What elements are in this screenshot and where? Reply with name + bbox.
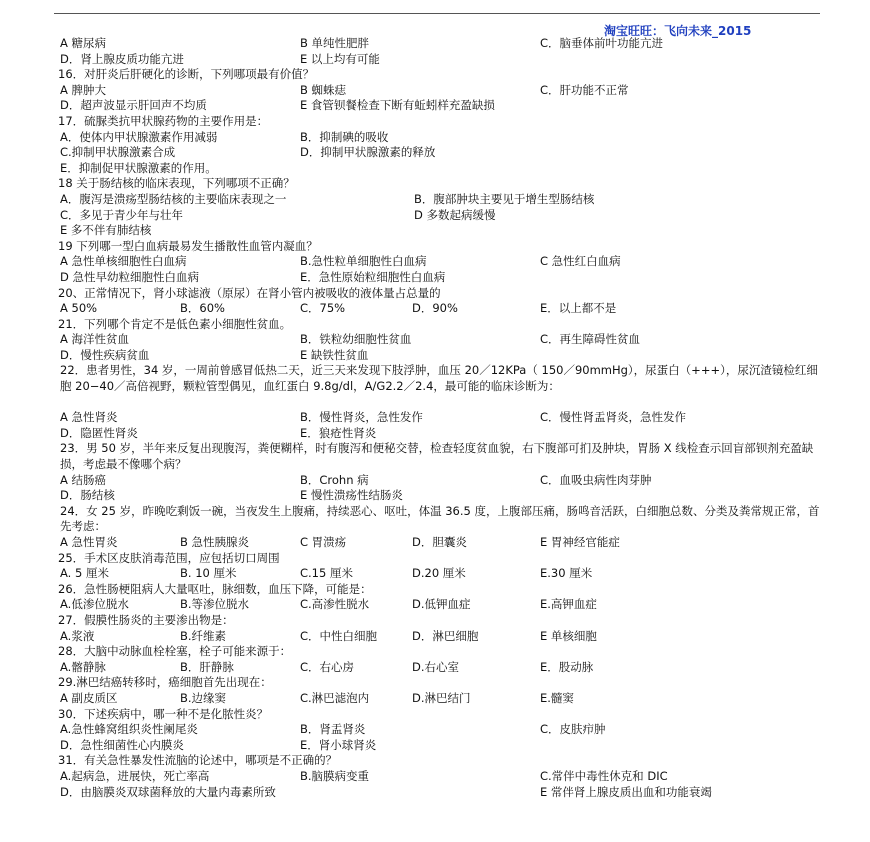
question-text: 30．下述疾病中，哪一种不是化脓性炎？: [58, 706, 269, 721]
option: C.常伴中毒性休克和 DIC: [540, 768, 668, 783]
option: C．血吸虫病性肉芽肿: [540, 472, 652, 487]
option: B.边缘窦: [180, 690, 227, 705]
options-line: [60, 254, 822, 270]
option: E．股动脉: [540, 659, 594, 674]
option: B．抑制碘的吸收: [300, 129, 389, 144]
option: C 胃溃疡: [300, 535, 347, 550]
option: A.急性蜂窝组织炎性阑尾炎: [60, 722, 198, 737]
question-text: 27．假膜性肠炎的主要渗出物是：: [58, 612, 234, 627]
options-line: [60, 130, 822, 146]
options-line: [60, 597, 822, 613]
option: D．超声波显示肝回声不均质: [60, 98, 207, 113]
option: B.脑膜病变重: [300, 768, 370, 783]
option: B．慢性肾炎，急性发作: [300, 410, 423, 425]
option: C 急性红白血病: [540, 254, 621, 269]
option: C．中性白细胞: [300, 628, 378, 643]
option: A．腹泻是溃疡型肠结核的主要临床表现之一: [60, 191, 287, 206]
question-line: [60, 551, 822, 567]
question-line: [60, 176, 822, 192]
options-line: [60, 223, 822, 239]
option: A.起病急，进展快，死亡率高: [60, 768, 210, 783]
option: D 急性早幼粒细胞性白血病: [60, 269, 200, 284]
options-line: [60, 535, 822, 551]
exam-document: [60, 36, 822, 800]
option: D．抑制甲状腺激素的释放: [300, 145, 436, 160]
option: D．肾上腺皮质功能亢进: [60, 51, 184, 66]
option: A 糖尿病: [60, 36, 107, 50]
option: A 急性肾炎: [60, 410, 118, 425]
question-line: [60, 286, 822, 302]
option: A 50%: [60, 301, 98, 316]
question-text: 31．有关急性暴发性流脑的论述中，哪项是不正确的？: [58, 753, 338, 768]
option: D．90%: [412, 301, 458, 316]
question-text: 19 下列哪一型白血病最易发生播散性血管内凝血？: [58, 238, 318, 253]
option: E 缺铁性贫血: [300, 347, 369, 362]
question-line: [60, 582, 822, 598]
option: A 急性单核细胞性白血病: [60, 254, 187, 269]
option: D．淋巴细胞: [412, 628, 479, 643]
option: E．肾小球肾炎: [300, 737, 377, 752]
options-line: [60, 488, 822, 504]
options-line: [60, 566, 822, 582]
options-line: [60, 348, 822, 364]
question-line: [60, 239, 822, 255]
options-line: [60, 270, 822, 286]
question-stem: 23．男 50 岁，半年来反复出现腹泻，粪便糊样，时有腹泻和便秘交替，检查轻度贫血貌，右下腹部可扪及肿块，胃肠 X 线检查示回盲部钡剂充盈缺损，考虑最不像哪个病？: [60, 441, 814, 472]
question-stem: 24．女 25 岁，昨晚吃剩饭一碗，当夜发生上腹痛，持续恶心、呕吐，体温 36.5 度，上腹部压痛，肠鸣音活跃，白细胞总数、分类及粪常规正常，首先考虑：: [60, 503, 820, 534]
option: A．使体内甲状腺激素作用减弱: [60, 129, 218, 144]
question-text: 25．手术区皮肤消毒范围，应包括切口周围: [58, 550, 280, 565]
question-text: 21．下列哪个肯定不是低色素小细胞性贫血。: [58, 316, 292, 331]
option: C．再生障碍性贫血: [540, 332, 641, 347]
option: A 脾肿大: [60, 82, 107, 97]
option: E 常伴肾上腺皮质出血和功能衰竭: [540, 784, 712, 799]
question-line: [60, 753, 822, 769]
question-text: 26．急性肠梗阻病人大量呕吐，脉细数，血压下降，可能是：: [58, 581, 372, 596]
option: D．由脑膜炎双球菌释放的大量内毒素所致: [60, 784, 276, 799]
option: A 海洋性贫血: [60, 332, 130, 347]
option: D．急性细菌性心内膜炎: [60, 737, 184, 752]
option: B．肝静脉: [180, 659, 234, 674]
option: A 结肠癌: [60, 472, 107, 487]
question-text: 18 关于肠结核的临床表现，下列哪项不正确？: [58, 176, 295, 191]
option: D.淋巴结门: [412, 690, 471, 705]
option: B.纤维素: [180, 628, 227, 643]
options-line: [60, 410, 822, 426]
option: D.右心室: [412, 659, 460, 674]
question-line: [60, 317, 822, 333]
option: D 多数起病缓慢: [414, 207, 496, 222]
option: B 单纯性肥胖: [300, 36, 370, 50]
option: A.低渗位脱水: [60, 597, 129, 612]
option: C.15 厘米: [300, 566, 353, 581]
option: C．脑垂体前叶功能亢进: [540, 36, 664, 50]
option: E.30 厘米: [540, 566, 593, 581]
options-line: [60, 161, 822, 177]
option: C．肝功能不正常: [540, 82, 629, 97]
question-line: [60, 613, 822, 629]
option: B．60%: [180, 301, 225, 316]
option: C．皮肤疖肿: [540, 722, 606, 737]
option: A.髂静脉: [60, 659, 106, 674]
option: E 胃神经官能症: [540, 535, 620, 550]
options-line: [60, 145, 822, 161]
option: B.急性粒单细胞性白血病: [300, 254, 427, 269]
option: C.抑制甲状腺激素合成: [60, 145, 176, 160]
option: E．急性原始粒细胞性白血病: [300, 269, 446, 284]
question-text: 28．大脑中动脉血栓栓塞，栓子可能来源于：: [58, 644, 292, 659]
question-text: 17．硫脲类抗甲状腺药物的主要作用是：: [58, 113, 269, 128]
options-line: [60, 192, 822, 208]
option: D.20 厘米: [412, 566, 466, 581]
options-line: [60, 722, 822, 738]
question-text: 20、正常情况下，肾小球滤液（原尿）在肾小管内被吸收的液体量占总量的: [58, 285, 441, 300]
question-text: 16．对肝炎后肝硬化的诊断，下列哪项最有价值？: [58, 67, 315, 82]
watermark-text: 淘宝旺旺：飞向未来_2015: [604, 24, 752, 38]
option: C.高渗性脱水: [300, 597, 370, 612]
option: C.淋巴滤泡内: [300, 690, 370, 705]
question-line: [60, 707, 822, 723]
option: E．抑制促甲状腺激素的作用。: [60, 160, 217, 175]
top-rule: [54, 13, 820, 14]
options-line: [60, 98, 822, 114]
option: E 慢性溃疡性结肠炎: [300, 488, 403, 503]
option: E.髓窦: [540, 690, 574, 705]
options-line: [60, 473, 822, 489]
options-line: [60, 83, 822, 99]
options-line: [60, 660, 822, 676]
option: B 急性胰腺炎: [180, 535, 250, 550]
option: E．以上都不是: [540, 301, 617, 316]
option: D．肠结核: [60, 488, 115, 503]
option: C．慢性肾盂肾炎，急性发作: [540, 410, 687, 425]
option: B．Crohn 病: [300, 472, 369, 487]
options-line: [60, 208, 822, 224]
option: E 多不伴有肺结核: [60, 223, 152, 238]
option: D．胆囊炎: [412, 535, 467, 550]
options-line: [60, 36, 822, 52]
option: E．狼疮性肾炎: [300, 425, 377, 440]
question-text: 29.淋巴结癌转移时，癌细胞首先出现在：: [58, 675, 272, 690]
options-line: [60, 629, 822, 645]
option: A. 5 厘米: [60, 566, 109, 581]
option: B．肾盂肾炎: [300, 722, 366, 737]
options-line: [60, 52, 822, 68]
option: B．腹部肿块主要见于增生型肠结核: [414, 191, 595, 206]
option: A 副皮质区: [60, 690, 118, 705]
option: E 单核细胞: [540, 628, 597, 643]
option: C．右心房: [300, 659, 355, 674]
option: C．多见于青少年与壮年: [60, 207, 184, 222]
options-line: [60, 301, 822, 317]
option: B.等渗位脱水: [180, 597, 250, 612]
option: B 蜘蛛痣: [300, 82, 347, 97]
options-line: [60, 426, 822, 442]
question-stem: 22．患者男性，34 岁，一周前曾感冒低热二天，近三天来发现下肢浮肿，血压 20／12KPa（ 150／90mmHg），尿蛋白（+++），尿沉渣镜检红细胞 20−40／高倍视野，颗粒管型偶见，血红蛋白 9.8g/dl，A/G2.2／2.4，最可能的临床诊断为：: [60, 363, 818, 394]
option: E 食管钡餐检查下断有蚯蚓样充盈缺损: [300, 98, 495, 113]
option: D.低钾血症: [412, 597, 471, 612]
options-line: [60, 691, 822, 707]
option: C．75%: [300, 301, 346, 316]
question-line: [60, 67, 822, 83]
option: B. 10 厘米: [180, 566, 237, 581]
question-line: [60, 114, 822, 130]
option: E.高钾血症: [540, 597, 597, 612]
options-line: [60, 769, 822, 785]
question-line: [60, 644, 822, 660]
options-line: [60, 738, 822, 754]
options-line: [60, 332, 822, 348]
question-line: [60, 675, 822, 691]
option: A.浆液: [60, 628, 95, 643]
option: D．慢性疾病贫血: [60, 347, 150, 362]
option: E 以上均有可能: [300, 51, 380, 66]
options-line: [60, 785, 822, 801]
option: B．铁粒幼细胞性贫血: [300, 332, 412, 347]
option: A 急性胃炎: [60, 535, 118, 550]
option: D．隐匿性肾炎: [60, 425, 138, 440]
